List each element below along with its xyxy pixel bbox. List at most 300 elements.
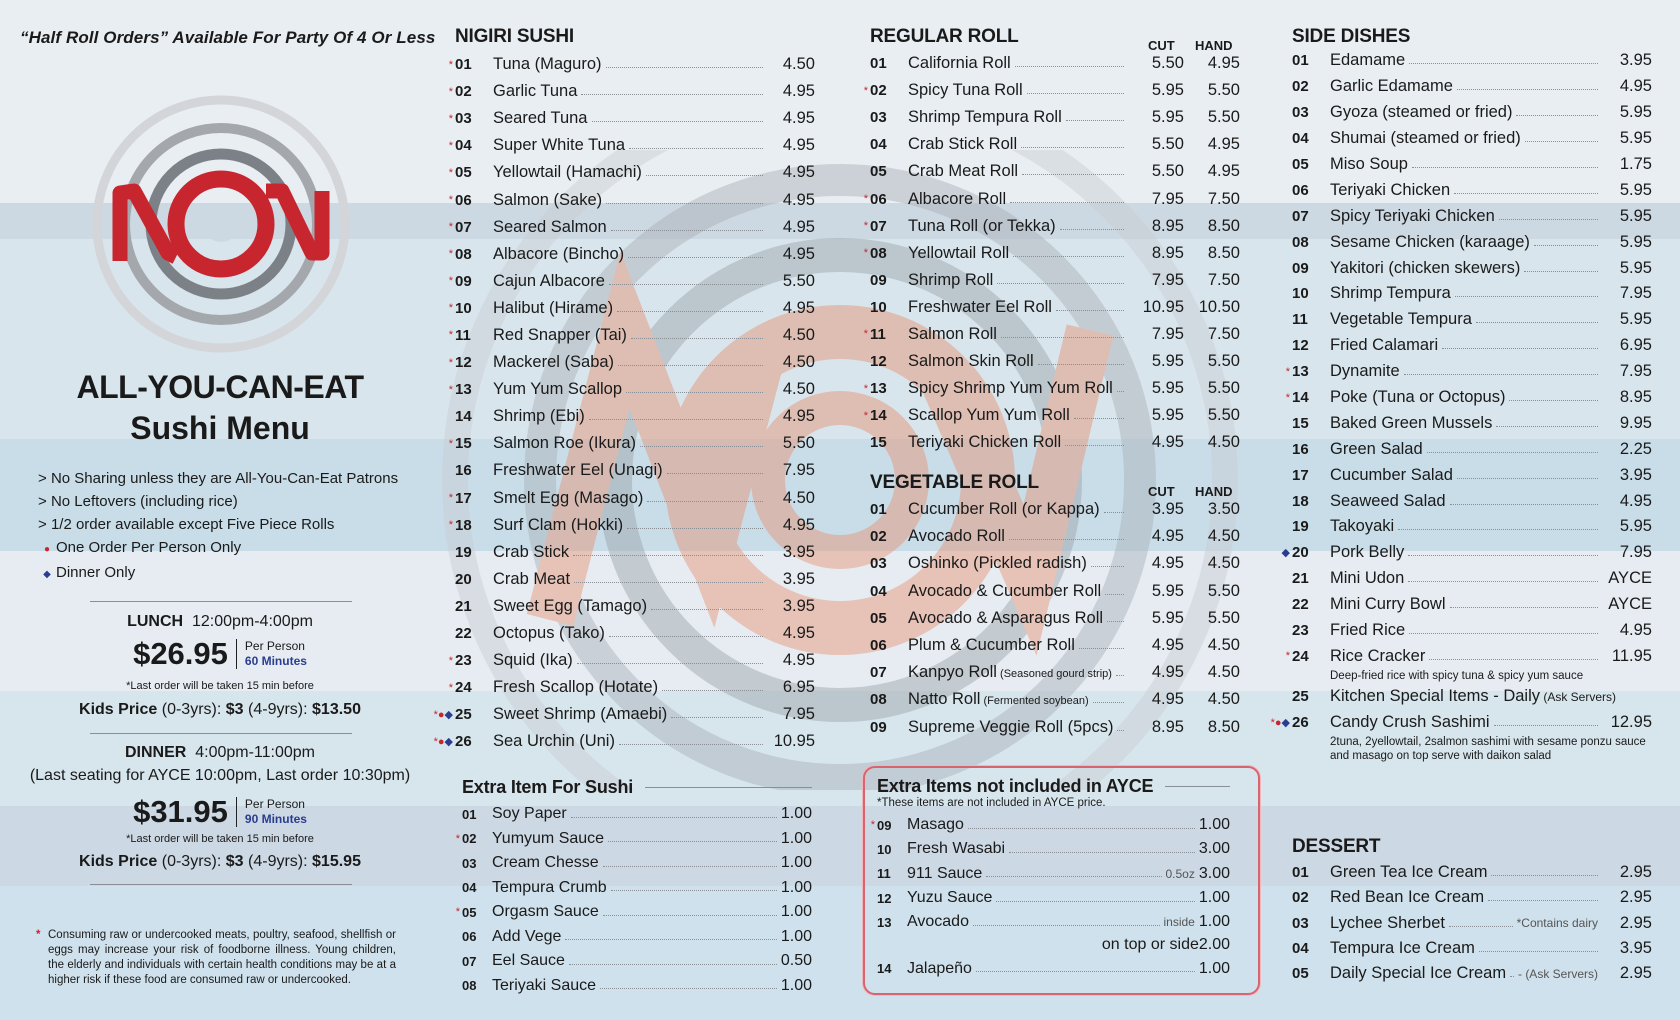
item-price: 4.95 [1619,491,1652,510]
item-price: 5.95 [1619,310,1652,329]
dot-leader [589,419,763,420]
price-cut: 8.95 [1151,243,1184,262]
price-cut: 7.95 [1151,270,1184,289]
item-qualifier: - (Ask Servers) [1517,966,1598,981]
menu-item [448,674,815,701]
menu-item [870,50,1240,77]
item-markers [449,221,453,233]
item-name: Halibut (Hirame) [493,298,614,317]
menu-item [1292,152,1652,178]
item-number: 08 [870,691,887,709]
item-number: 21 [455,597,472,615]
raw-asterisk-icon: * [863,220,868,233]
item-number: 03 [870,109,887,127]
menu-item [877,862,1230,886]
item-price: 5.95 [1619,517,1652,536]
item-number: 10 [455,299,472,317]
price-hand: 4.50 [1207,636,1240,655]
item-name: Seared Salmon [493,217,607,236]
item-name: Gyoza (steamed or fried) [1330,103,1513,122]
item-price: 4.50 [782,55,815,74]
item-price: 3.00 [1198,840,1230,858]
raw-asterisk-icon: * [448,194,453,207]
item-number: 04 [1292,940,1309,958]
raw-asterisk-icon: * [455,832,460,845]
item-price: 2.95 [1619,913,1652,932]
menu-item [1292,462,1652,488]
item-number: 05 [1292,156,1309,173]
dot-leader [573,555,763,556]
menu-item [1292,618,1652,644]
item-price: 5.95 [1619,258,1652,277]
menu-item [863,375,1240,402]
menu-item [448,186,815,213]
price-cut: 4.95 [1151,663,1184,682]
item-markers [449,194,453,206]
item-number: 15 [870,434,887,452]
item-number: 09 [870,718,887,736]
menu-item [1292,566,1652,592]
item-name: Plum & Cucumber Roll [908,636,1075,655]
item-qualifier: 0.5oz [1165,866,1195,881]
menu-item [448,51,815,78]
dot-leader [1427,452,1598,453]
item-markers [449,86,453,98]
item-number: 05 [870,163,887,181]
item-number: 12 [455,354,472,372]
col-hand-header: HAND [1195,38,1233,53]
menu-item [1292,911,1652,936]
dot-leader [571,817,777,818]
menu-item [870,104,1240,131]
dot-leader [1116,675,1124,676]
menu-item [1292,683,1652,709]
item-number: 01 [1292,864,1309,882]
info-column [0,0,440,1020]
item-name: Seared Tuna [493,109,588,128]
item-price: 3.95 [782,542,815,561]
menu-item [877,886,1230,910]
item-price: 3.00 [1198,864,1230,882]
regular-roll-section [863,26,1240,456]
menu-item [462,802,812,827]
item-number: 02 [870,528,887,546]
price-cut: 3.95 [1151,500,1184,519]
item-name: Daily Special Ice Cream [1330,964,1507,983]
price-cut: 5.95 [1151,608,1184,627]
item-number: 09 [877,817,892,833]
dot-leader [606,67,763,68]
col-cut-header: CUT [1148,38,1175,53]
item-name: Shrimp Tempura [1330,284,1451,303]
item-number: 09 [870,271,887,289]
dot-leader [565,939,776,940]
item-price: 1.00 [1198,959,1230,977]
dot-leader [1001,337,1124,338]
item-markers [449,682,453,694]
item-name: Orgasm Sauce [492,903,599,921]
dot-leader [1408,581,1598,582]
item-name: Kanpyo Roll (Seasoned gourd strip) [908,663,1112,682]
item-price: 1.00 [1198,913,1230,931]
item-price: 4.95 [782,190,815,209]
menu-item [1292,177,1652,203]
menu-item [870,605,1240,632]
menu-item [1285,359,1652,385]
section-title: DESSERT [1292,836,1381,857]
price-cut: 4.95 [1151,554,1184,573]
item-name: Rice Cracker [1330,646,1426,665]
item-number: 04 [455,137,472,155]
dot-leader [1010,202,1124,203]
page-title-line2: Sushi Menu [130,410,310,446]
section-note: *These items are not included in AYCE price. [877,797,1106,809]
item-name: Spicy Shrimp Yum Yum Roll [908,379,1113,398]
item-name: California Roll [908,54,1011,73]
menu-item [455,827,812,852]
price-cut: 5.95 [1151,108,1184,127]
dot-leader [1065,445,1124,446]
menu-item [870,523,1240,550]
divider [90,601,352,602]
item-price: 2.95 [1619,964,1652,983]
menu-item [870,659,1240,686]
item-number: 06 [870,637,887,655]
item-name: Soy Paper [492,805,567,823]
menu-item [863,77,1240,104]
item-number: 05 [455,164,472,182]
item-name: Yumyum Sauce [492,829,605,847]
menu-item [870,294,1240,321]
item-number: 12 [877,890,892,906]
item-markers [449,113,453,125]
price-hand: 8.50 [1207,717,1240,736]
item-number: 01 [1292,52,1309,70]
section-title: VEGETABLE ROLL [870,472,1039,493]
item-name: Avocado Roll [908,527,1005,546]
item-price: 4.95 [1619,621,1652,640]
menu-item [1292,961,1652,986]
item-price: 4.95 [782,163,815,182]
item-name: Kitchen Special Items - Daily (Ask Servers) [1330,686,1617,705]
item-name: Fried Rice [1330,621,1406,640]
dot-leader [1117,391,1124,392]
raw-asterisk-icon: * [448,329,453,342]
item-markers [456,833,460,845]
price-hand: 7.50 [1207,270,1240,289]
blue-diamond-icon: ◆ [1281,547,1290,560]
price-cut: 7.95 [1151,189,1184,208]
item-price: 2.25 [1619,439,1652,458]
item-markers [864,247,868,259]
item-markers [871,819,875,831]
price-cut: 10.95 [1142,297,1184,316]
menu-item [870,496,1240,523]
dot-leader [1409,633,1598,634]
raw-asterisk-icon: * [863,328,868,341]
item-number: 26 [455,733,472,751]
menu-item [462,949,812,974]
dot-leader [1009,852,1195,853]
price-cut: 4.95 [1151,433,1184,452]
item-markers [449,357,453,369]
item-name: Spicy Teriyaki Chicken [1330,206,1495,225]
item-number: 26 [1292,713,1309,731]
price-cut: 5.95 [1151,379,1184,398]
item-price: 5.50 [782,271,815,290]
legend-item: ● One Order Per Person Only [38,536,398,561]
item-name: Green Tea Ice Cream [1330,863,1488,882]
page-title-line1: ALL-YOU-CAN-EAT [76,369,364,405]
item-markers [864,220,868,232]
price-hand: 8.50 [1207,243,1240,262]
item-name: Pork Belly [1330,543,1405,562]
menu-item [863,402,1240,429]
item-name: Albacore (Bincho) [493,244,625,263]
item-number: 05 [462,904,477,920]
item-number: 02 [1292,78,1309,96]
dot-leader [628,257,763,258]
dot-leader [608,841,777,842]
price-cut: 5.95 [1151,352,1184,371]
raw-asterisk-icon: * [863,84,868,97]
raw-asterisk-icon: * [870,819,875,832]
dot-leader [667,473,763,474]
item-price: 7.95 [782,461,815,480]
item-name: Fried Calamari [1330,336,1439,355]
dot-leader [603,915,777,916]
item-number: 02 [455,83,472,101]
dinner-seating-note: (Last seating for AYCE 10:00pm, Last order 10:30pm) [29,767,411,784]
item-number: 09 [455,272,472,290]
item-qualifier: *Contains dairy [1516,916,1598,931]
menu-item-alt [877,934,1230,956]
menu-item [462,851,812,876]
item-markers [1286,392,1290,404]
price-hand: 5.50 [1207,608,1240,627]
item-name: Shrimp Roll [908,270,994,289]
item-price: 4.50 [782,380,815,399]
menu-item [1292,100,1652,126]
raw-asterisk-icon: * [448,166,453,179]
item-markers [449,438,453,450]
section-title: SIDE DISHES [1292,26,1411,47]
item-price: 4.95 [782,298,815,317]
item-markers [449,519,453,531]
menu-item [870,267,1240,294]
dot-leader [626,392,763,393]
item-price: 3.95 [1619,51,1652,70]
raw-asterisk-icon: * [448,519,453,532]
price-hand: 4.50 [1207,433,1240,452]
raw-asterisk-icon: * [863,193,868,206]
item-price: 4.95 [782,109,815,128]
dot-leader [1524,271,1598,272]
menu-item [448,105,815,132]
item-number: 11 [455,326,471,344]
legend-item: ◆ Dinner Only [38,561,398,586]
item-price: 3.95 [1619,939,1652,958]
dinner-kids-price: Kids Price (0-3yrs): $3 (4-9yrs): $15.95 [79,853,361,870]
menu-item [455,620,815,647]
menu-item [1292,229,1652,255]
dot-leader [1104,512,1124,513]
section-title: Extra Item For Sushi [462,777,634,797]
item-price: 1.75 [1619,155,1652,173]
dot-leader [569,964,777,965]
item-markers [1286,366,1290,378]
dot-leader [640,446,763,447]
raw-asterisk-icon: * [448,139,453,152]
price-hand: 4.50 [1207,527,1240,546]
raw-asterisk-icon: * [433,736,438,749]
item-price: 10.95 [773,732,815,751]
item-name: Dynamite [1330,362,1400,381]
item-number: 11 [877,866,891,882]
dot-leader [1479,951,1598,952]
item-price: 5.95 [1619,180,1652,199]
menu-item [455,566,815,593]
item-markers [449,140,453,152]
item-price: 2.00 [1198,936,1230,954]
menu-item [1292,203,1652,229]
blue-diamond-icon: ◆ [1281,716,1290,729]
dot-leader [600,988,777,989]
item-description: Deep-fried rice with spicy tuna & spicy yum sauce [1330,670,1584,683]
item-number: 07 [870,664,887,682]
item-number: 21 [1292,570,1309,588]
menu-item [448,322,815,349]
item-markers [1282,546,1290,559]
raw-asterisk-icon: * [433,709,438,722]
price-cut: 8.95 [1151,216,1184,235]
item-price: AYCE [1608,595,1652,614]
menu-item [870,348,1240,375]
rule-item: > No Leftovers (including rice) [38,493,238,510]
price-cut: 5.95 [1151,81,1184,100]
lunch-hours: LUNCH 12:00pm-4:00pm [127,613,313,630]
item-price: 1.00 [780,854,812,872]
dot-leader [609,636,763,637]
dot-leader [1509,400,1598,401]
item-number: 23 [455,652,472,670]
item-name: Candy Crush Sashimi [1330,712,1490,731]
menu-item [1292,936,1652,961]
item-price: 1.00 [1198,816,1230,834]
dot-leader [1056,310,1124,311]
item-markers [449,59,453,71]
item-price: 3.95 [1619,465,1652,484]
item-price: 4.50 [782,488,815,507]
menu-item [1292,126,1652,152]
item-name: Add Vege [492,927,562,945]
item-name: Avocado [907,913,969,931]
raw-asterisk-icon: * [448,248,453,261]
dot-leader [1450,504,1598,505]
red-dot-icon: ● [437,736,445,749]
item-name: Seaweed Salad [1330,491,1446,510]
item-markers [449,492,453,504]
item-markers [449,248,453,260]
item-number: 07 [870,217,887,235]
dot-leader [1455,296,1598,297]
item-name: Natto Roll (Fermented soybean) [908,690,1089,709]
dot-leader [574,582,763,583]
item-price: 4.50 [782,353,815,372]
item-qualifier: inside [1163,915,1195,930]
item-number: 23 [1292,622,1309,640]
price-hand: 4.50 [1207,663,1240,682]
item-price: 7.95 [1619,362,1652,381]
item-number: 13 [1292,363,1309,381]
item-name: Jalapeño [907,959,972,977]
item-name: Shumai (steamed or fried) [1330,129,1521,148]
item-name: Smelt Egg (Masago) [493,488,644,507]
half-roll-note: “Half Roll Orders” Available For Party Of 4 Or Less [20,28,436,47]
menu-item [870,714,1240,741]
item-price: 5.50 [782,434,815,453]
item-qualifier: (Ask Servers) [1540,689,1617,704]
menu-item [1285,643,1652,669]
item-price: 5.95 [1619,232,1652,251]
dot-leader [592,121,764,122]
menu-item [448,376,815,403]
item-number: 14 [455,408,472,426]
price-cut: 7.95 [1151,324,1184,343]
item-price: 6.95 [782,678,815,697]
item-price: 4.95 [782,407,815,426]
dot-leader [629,148,763,149]
divider [90,884,352,885]
dot-leader [1408,555,1598,556]
item-number: 13 [870,380,887,398]
price-hand: 5.50 [1207,108,1240,127]
dot-leader [1510,976,1514,977]
item-number: 08 [1292,233,1309,251]
lunch-kids-price: Kids Price (0-3yrs): $3 (4-9yrs): $13.50 [79,701,361,718]
price-cut: 5.95 [1151,406,1184,425]
dot-leader [1105,594,1124,595]
extra-ayce-box [863,766,1260,995]
item-price: 9.95 [1619,413,1652,432]
item-price: 4.95 [782,515,815,534]
item-number: 08 [455,245,472,263]
item-number: 08 [462,978,477,994]
item-name: Sweet Shrimp (Amaebi) [493,705,668,724]
dot-leader [1442,348,1598,349]
menu-item [455,900,812,925]
item-name: Yakitori (chicken skewers) [1330,258,1521,277]
item-number: 03 [1292,914,1309,932]
menu-item [455,539,815,566]
menu-item [1281,540,1652,566]
dot-leader [1015,66,1124,67]
item-price: 1.00 [780,903,812,921]
item-name: Yellowtail Roll [908,243,1010,262]
item-markers [864,383,868,395]
item-name: Surf Clam (Hokki) [493,515,624,534]
price-cut: 8.95 [1151,717,1184,736]
item-markers [434,735,453,748]
item-price: 7.95 [782,705,815,724]
dot-leader [1060,229,1124,230]
lunch-price: $26.95 Per Person 60 Minutes [133,636,307,671]
item-name: Poke (Tuna or Octopus) [1330,388,1506,407]
item-name: Eel Sauce [492,952,565,970]
item-price: 12.95 [1610,712,1652,731]
item-number: 17 [455,489,472,507]
item-number: 03 [455,110,472,128]
